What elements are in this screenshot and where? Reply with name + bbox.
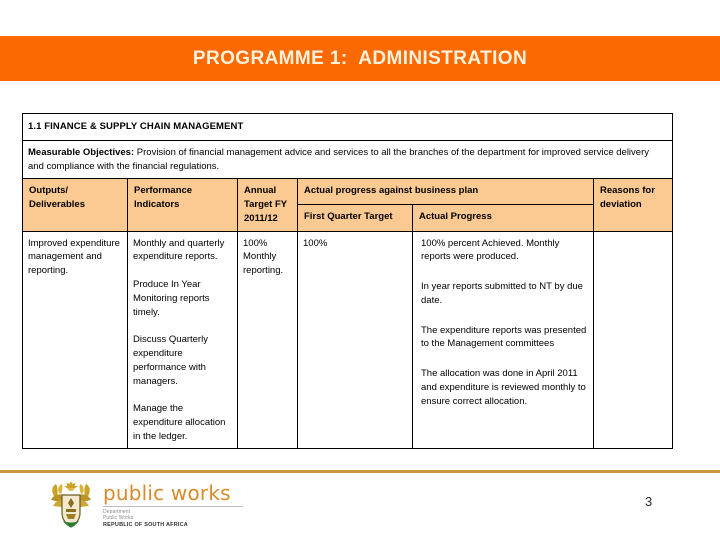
table-row [23,231,673,448]
page-number: 3 [645,494,653,509]
cell-outputs: Improved expenditure management and reporting. [23,231,128,448]
cell-reasons-for-deviation [594,231,673,448]
column-header-reasons-for-deviation: Reasons for deviation [594,179,673,231]
logo-main-text: public works [103,480,231,505]
cell-first-quarter-target: 100% [298,231,413,448]
actual-progress-item: In year reports submitted to NT by due date. [421,281,583,306]
cell-annual-target: 100% Monthly reporting. [238,231,298,448]
table-row-section-title [23,114,673,141]
column-header-actual-progress: Actual Progress [413,205,594,231]
actual-progress-item: 100% percent Achieved. Monthly reports were produced. [421,237,560,263]
actual-progress-item: The allocation was done in April 2011 and expenditure is reviewed monthly to ensure correct allocation. [421,368,586,407]
footer-divider-rule [0,470,720,473]
cell-actual-progress [413,231,594,448]
table-row-objectives [23,140,673,179]
column-header-outputs: Outputs/ Deliverables [23,179,128,231]
logo-sub-public-works: Public Works [103,515,134,522]
logo-wordmark [103,481,243,530]
column-header-annual-target: Annual Target FY 2011/12 [238,179,298,231]
measurable-objectives-label: Measurable Objectives: [28,146,135,158]
page-title: PROGRAMME 1: ADMINISTRATION [192,47,528,69]
coat-of-arms-icon [48,480,94,530]
column-header-actual-progress-group: Actual progress against business plan [298,179,594,205]
performance-item: Monthly and quarterly expenditure reports. [133,237,225,263]
logo-sub-department: Department [103,508,131,515]
logo-divider [103,506,243,507]
cell-performance-indicators [128,231,238,448]
section-title: 1.1 FINANCE & SUPPLY CHAIN MANAGEMENT [23,114,673,141]
performance-item: Discuss Quarterly expenditure performance with managers. [133,334,208,387]
logo-sub-republic: REPUBLIC OF SOUTH AFRICA [103,522,188,529]
table-header-row-top [23,179,673,205]
measurable-objectives-text: Provision of financial management advice and services to all the branches of the department for improved service delivery and compliance with the financial regulations. [28,146,649,172]
performance-item: Produce In Year Monitoring reports timely. [133,279,210,318]
measurable-objectives-cell [23,140,673,179]
slide-title-banner [0,36,720,81]
programme-table [22,113,673,449]
actual-progress-item: The expenditure reports was presented to the Management committees [421,324,587,350]
performance-item: Manage the expenditure allocation in the ledger. [133,403,226,443]
public-works-logo [48,479,258,531]
column-header-first-quarter-target: First Quarter Target [298,205,413,231]
column-header-performance-indicators: Performance Indicators [128,179,238,231]
